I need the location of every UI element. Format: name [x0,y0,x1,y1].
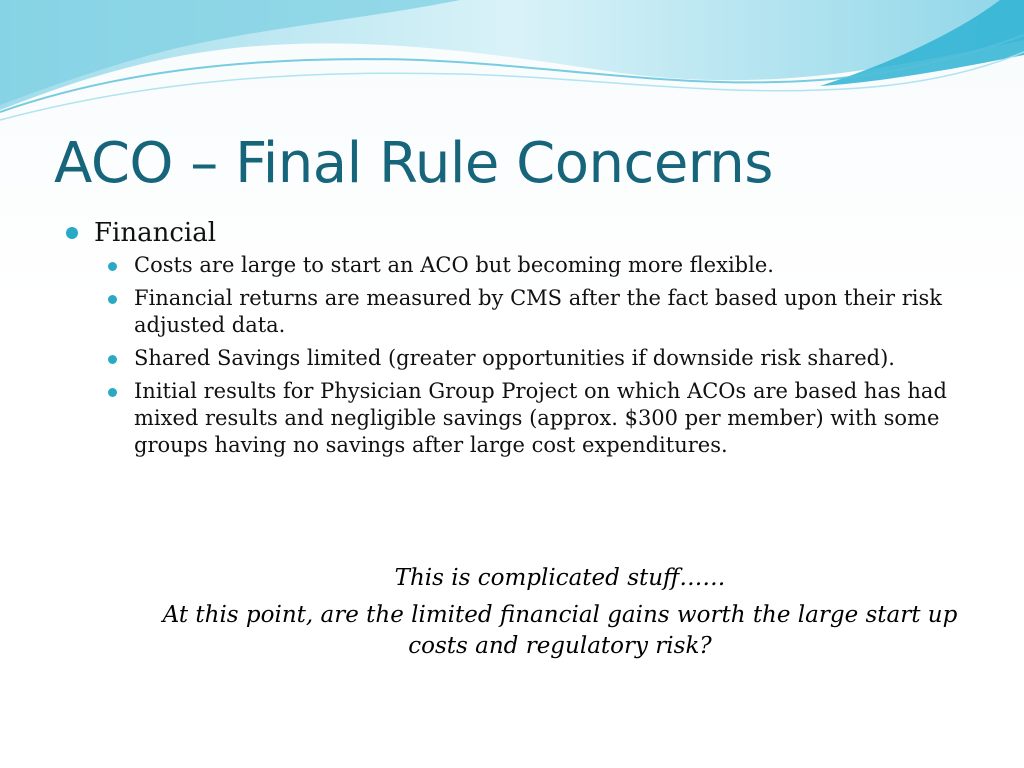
note-line-2: At this point, are the limited financial gains worth the large start up costs and regulatory risk? [162,602,958,659]
subbullet-item [106,378,966,459]
slide-title: ACO – Final Rule Concerns [54,131,773,196]
bullet-dot-icon [108,295,117,304]
header-wave-decoration [0,0,1024,130]
subbullet-text: Shared Savings limited (greater opportunities if downside risk shared). [134,346,895,370]
subbullet-item [106,252,966,279]
bullet-financial [66,214,966,252]
slide-body [66,214,966,465]
subbullet-text: Costs are large to start an ACO but becoming more flexible. [134,253,774,277]
bullet-dot-icon [108,355,117,364]
bullet-dot-icon [66,227,78,239]
bullet-label: Financial [94,218,217,248]
subbullet-item [106,345,966,372]
subbullet-text: Financial returns are measured by CMS after the fact based upon their risk adjusted data. [134,286,942,337]
bullet-dot-icon [108,262,117,271]
closing-note [150,562,970,662]
subbullet-item [106,285,966,339]
bullet-dot-icon [108,388,117,397]
subbullet-list [66,252,966,459]
subbullet-text: Initial results for Physician Group Project on which ACOs are based has had mixed results and negligible savings (approx. $300 per member) with some groups having no savings after large cost expenditures. [134,379,947,457]
note-line-1: This is complicated stuff…… [394,565,726,591]
